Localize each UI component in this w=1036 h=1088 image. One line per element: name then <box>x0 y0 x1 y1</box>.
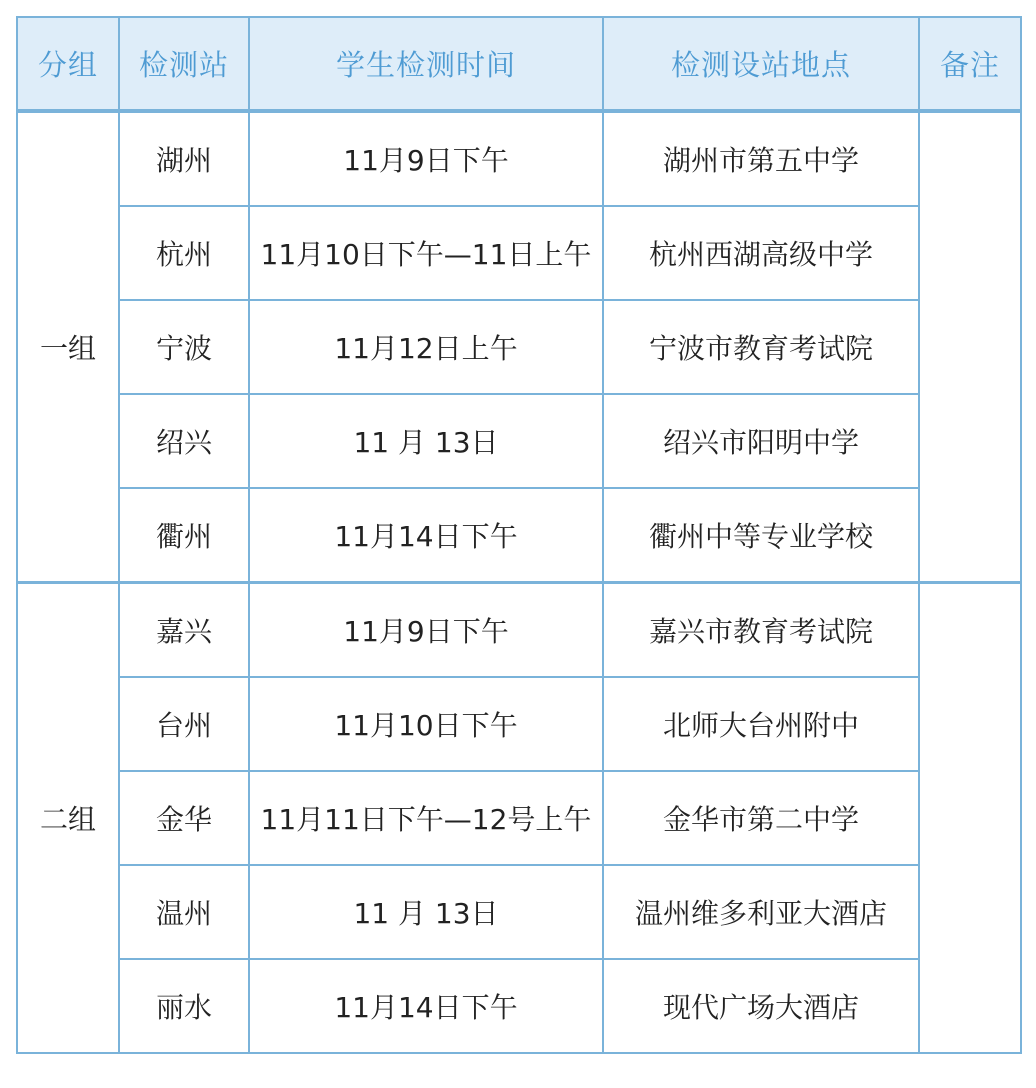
station-cell: 湖州 <box>119 111 249 206</box>
location-cell: 宁波市教育考试院 <box>603 300 919 394</box>
location-cell: 杭州西湖高级中学 <box>603 206 919 300</box>
table-row <box>17 865 1021 959</box>
time-cell: 11月12日上午 <box>249 300 603 394</box>
table-row <box>17 300 1021 394</box>
header-row <box>17 17 1021 111</box>
time-cell: 11月14日下午 <box>249 488 603 583</box>
table-row <box>17 583 1021 678</box>
table-body <box>17 111 1021 1053</box>
location-cell: 北师大台州附中 <box>603 677 919 771</box>
header-station: 检测站 <box>119 17 249 111</box>
note-cell <box>919 583 1021 1054</box>
location-cell: 绍兴市阳明中学 <box>603 394 919 488</box>
station-cell: 温州 <box>119 865 249 959</box>
table-row <box>17 959 1021 1053</box>
time-cell: 11月14日下午 <box>249 959 603 1053</box>
group-name-cell: 一组 <box>17 111 119 583</box>
location-cell: 现代广场大酒店 <box>603 959 919 1053</box>
station-cell: 衢州 <box>119 488 249 583</box>
time-cell: 11月9日下午 <box>249 583 603 678</box>
schedule-table <box>16 16 1022 1054</box>
location-cell: 温州维多利亚大酒店 <box>603 865 919 959</box>
table-row <box>17 677 1021 771</box>
station-cell: 金华 <box>119 771 249 865</box>
station-cell: 丽水 <box>119 959 249 1053</box>
table-row <box>17 488 1021 583</box>
table-row <box>17 771 1021 865</box>
header-group: 分组 <box>17 17 119 111</box>
station-cell: 台州 <box>119 677 249 771</box>
header-note: 备注 <box>919 17 1021 111</box>
station-cell: 宁波 <box>119 300 249 394</box>
time-cell: 11 月 13日 <box>249 394 603 488</box>
location-cell: 金华市第二中学 <box>603 771 919 865</box>
station-cell: 绍兴 <box>119 394 249 488</box>
time-cell: 11月11日下午—12号上午 <box>249 771 603 865</box>
table-row <box>17 394 1021 488</box>
header-time: 学生检测时间 <box>249 17 603 111</box>
time-cell: 11月10日下午 <box>249 677 603 771</box>
time-cell: 11月10日下午—11日上午 <box>249 206 603 300</box>
station-cell: 杭州 <box>119 206 249 300</box>
header-location: 检测设站地点 <box>603 17 919 111</box>
location-cell: 湖州市第五中学 <box>603 111 919 206</box>
table-header <box>17 17 1021 111</box>
time-cell: 11 月 13日 <box>249 865 603 959</box>
location-cell: 嘉兴市教育考试院 <box>603 583 919 678</box>
time-cell: 11月9日下午 <box>249 111 603 206</box>
table-row <box>17 206 1021 300</box>
note-cell <box>919 111 1021 583</box>
table-row <box>17 111 1021 206</box>
station-cell: 嘉兴 <box>119 583 249 678</box>
location-cell: 衢州中等专业学校 <box>603 488 919 583</box>
group-name-cell: 二组 <box>17 583 119 1054</box>
